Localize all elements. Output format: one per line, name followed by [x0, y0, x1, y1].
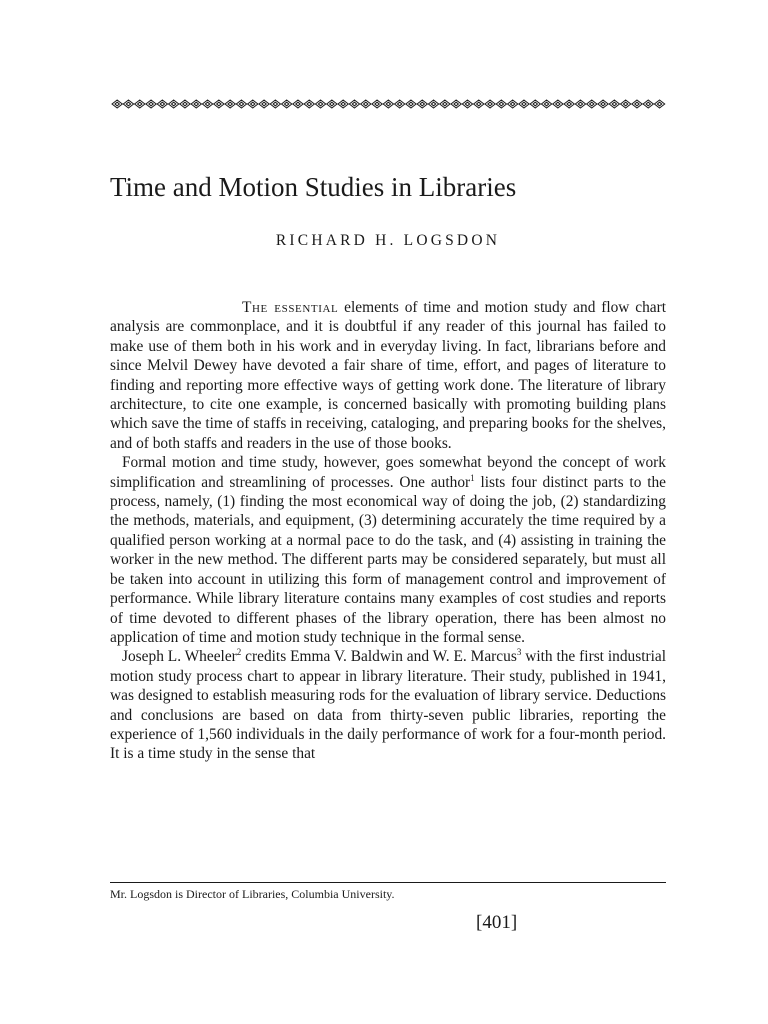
diamond-chain-border-icon — [110, 95, 666, 113]
page-number: [401] — [476, 912, 518, 933]
paragraph-2 — [110, 453, 666, 647]
article-body — [110, 298, 666, 764]
paragraph-3-text-b: credits Emma V. Baldwin and W. E. Marcus — [241, 648, 517, 666]
footnote-divider — [110, 882, 666, 883]
footnote-ref-1: 1 — [470, 472, 475, 483]
paragraph-1 — [110, 298, 666, 453]
paragraph-2-text-a: Formal motion and time study, however, goes somewhat beyond the concept of work simplification and streamlining of processes. One author — [110, 454, 666, 491]
article-title: Time and Motion Studies in Libraries — [110, 172, 517, 202]
lead-small-caps: The essential — [242, 299, 339, 316]
paragraph-3-text-a: Joseph L. Wheeler — [122, 648, 237, 666]
paragraph-1-text: elements of time and motion study and flow chart analysis are commonplace, and it is doubtful if any reader of this journal has failed to make use of them both in his work and in everyday living. In fact, librarians before and since Melvil Dewey have devoted a fair share of time, effort, and pages of literature to finding and reporting more effective ways of getting work done. The literature of library architecture, to cite one example, is concerned basically with promoting building plans which save the time of staffs in receiving, cataloging, and preparing books for the shelves, and of both staffs and readers in the use of those books. — [110, 299, 666, 452]
article-author: RICHARD H. LOGSDON — [275, 232, 501, 249]
paragraph-3 — [110, 647, 666, 763]
paragraph-2-text-b: lists four distinct parts to the process, namely, (1) finding the most economical way of doing the job, (2) standardizing the methods, materials, and equipment, (3) determining accurately the time required by a qualified person working at a normal pace to do the task, and (4) assisting in training the worker in the new method. The different parts may be considered separately, but must all be taken into account in utilizing this form of management control and improvement of performance. While library literature contains many examples of cost studies and reports of time devoted to different phases of the library operation, there has been almost no application of time and motion study technique in the formal sense. — [110, 473, 667, 646]
footnote-ref-3: 3 — [516, 647, 522, 658]
author-footnote: Mr. Logsdon is Director of Libraries, Columbia University. — [110, 887, 395, 901]
footnote-ref-2: 2 — [236, 647, 242, 658]
paragraph-3-text-c: with the first industrial motion study process chart to appear in library literature. Their study, published in 1941, was designed to establish measuring rods for the evaluation of library service. Deductions and conclusions are based on data from thirty-seven public libraries, reporting the experience of 1,560 individuals in the daily performance of work for a four-month period. It is a time study in the sense that — [110, 648, 666, 763]
